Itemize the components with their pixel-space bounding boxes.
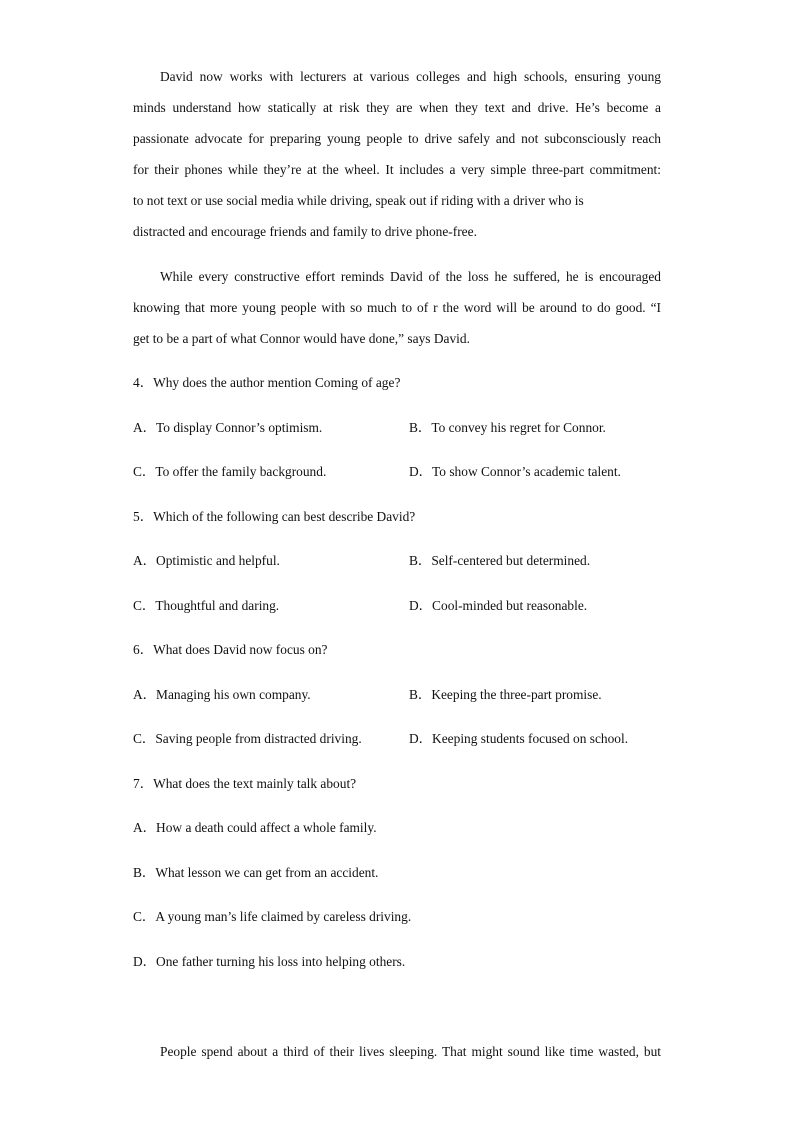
passage-paragraph-2: [133, 269, 661, 362]
paragraph-line: passionate advocate for preparing young people to drive safely and not subconsciously reach: [133, 131, 661, 146]
question-4-option-a[interactable]: A．To display Connor’s optimism.: [133, 420, 323, 435]
paragraph-line: minds understand how statically at risk they are when they text and drive. He’s become a: [133, 100, 661, 115]
question-7-option-d[interactable]: D．One father turning his loss into helping others.: [133, 954, 406, 969]
question-5-stem: 5．Which of the following can best describe David?: [133, 509, 416, 524]
paragraph-line: David now works with lecturers at various colleges and high schools, ensuring young: [160, 69, 661, 84]
paragraph-line: distracted and encourage friends and family to drive phone-free.: [133, 224, 477, 239]
question-6-option-b[interactable]: B．Keeping the three-part promise.: [409, 687, 602, 702]
question-7-option-b[interactable]: B．What lesson we can get from an accident.: [133, 865, 379, 880]
question-5-option-d[interactable]: D．Cool-minded but reasonable.: [409, 598, 588, 613]
passage-paragraph-1: [133, 69, 661, 255]
question-7-option-c[interactable]: C．A young man’s life claimed by careless driving.: [133, 909, 412, 924]
paragraph-line: People spend about a third of their lives sleeping. That might sound like time wasted, but: [160, 1044, 661, 1059]
next-passage: [133, 1044, 661, 1075]
question-6-stem: 6．What does David now focus on?: [133, 642, 328, 657]
paragraph-line: While every constructive effort reminds David of the loss he suffered, he is encouraged: [160, 269, 661, 284]
question-6-option-d[interactable]: D．Keeping students focused on school.: [409, 731, 629, 746]
paragraph-line: knowing that more young people with so much to of r the word will be around to do good. “I: [133, 300, 661, 315]
question-4-option-c[interactable]: C．To offer the family background.: [133, 464, 327, 479]
question-7-option-a[interactable]: A．How a death could affect a whole family.: [133, 820, 377, 835]
question-6-option-c[interactable]: C．Saving people from distracted driving.: [133, 731, 362, 746]
question-5-option-c[interactable]: C．Thoughtful and daring.: [133, 598, 280, 613]
question-4-option-b[interactable]: B．To convey his regret for Connor.: [409, 420, 606, 435]
question-5-option-a[interactable]: A．Optimistic and helpful.: [133, 553, 280, 568]
paragraph-line: get to be a part of what Connor would have done,” says David.: [133, 331, 470, 346]
paragraph-line: for their phones while they’re at the wheel. It includes a very simple three-part commitment:: [133, 162, 661, 177]
question-6-option-a[interactable]: A．Managing his own company.: [133, 687, 311, 702]
question-5-option-b[interactable]: B．Self-centered but determined.: [409, 553, 591, 568]
paragraph-line: to not text or use social media while driving, speak out if riding with a driver who is: [133, 193, 584, 208]
question-7-stem: 7．What does the text mainly talk about?: [133, 776, 357, 791]
question-4-stem: 4．Why does the author mention Coming of age?: [133, 375, 401, 390]
question-4-option-d[interactable]: D．To show Connor’s academic talent.: [409, 464, 621, 479]
